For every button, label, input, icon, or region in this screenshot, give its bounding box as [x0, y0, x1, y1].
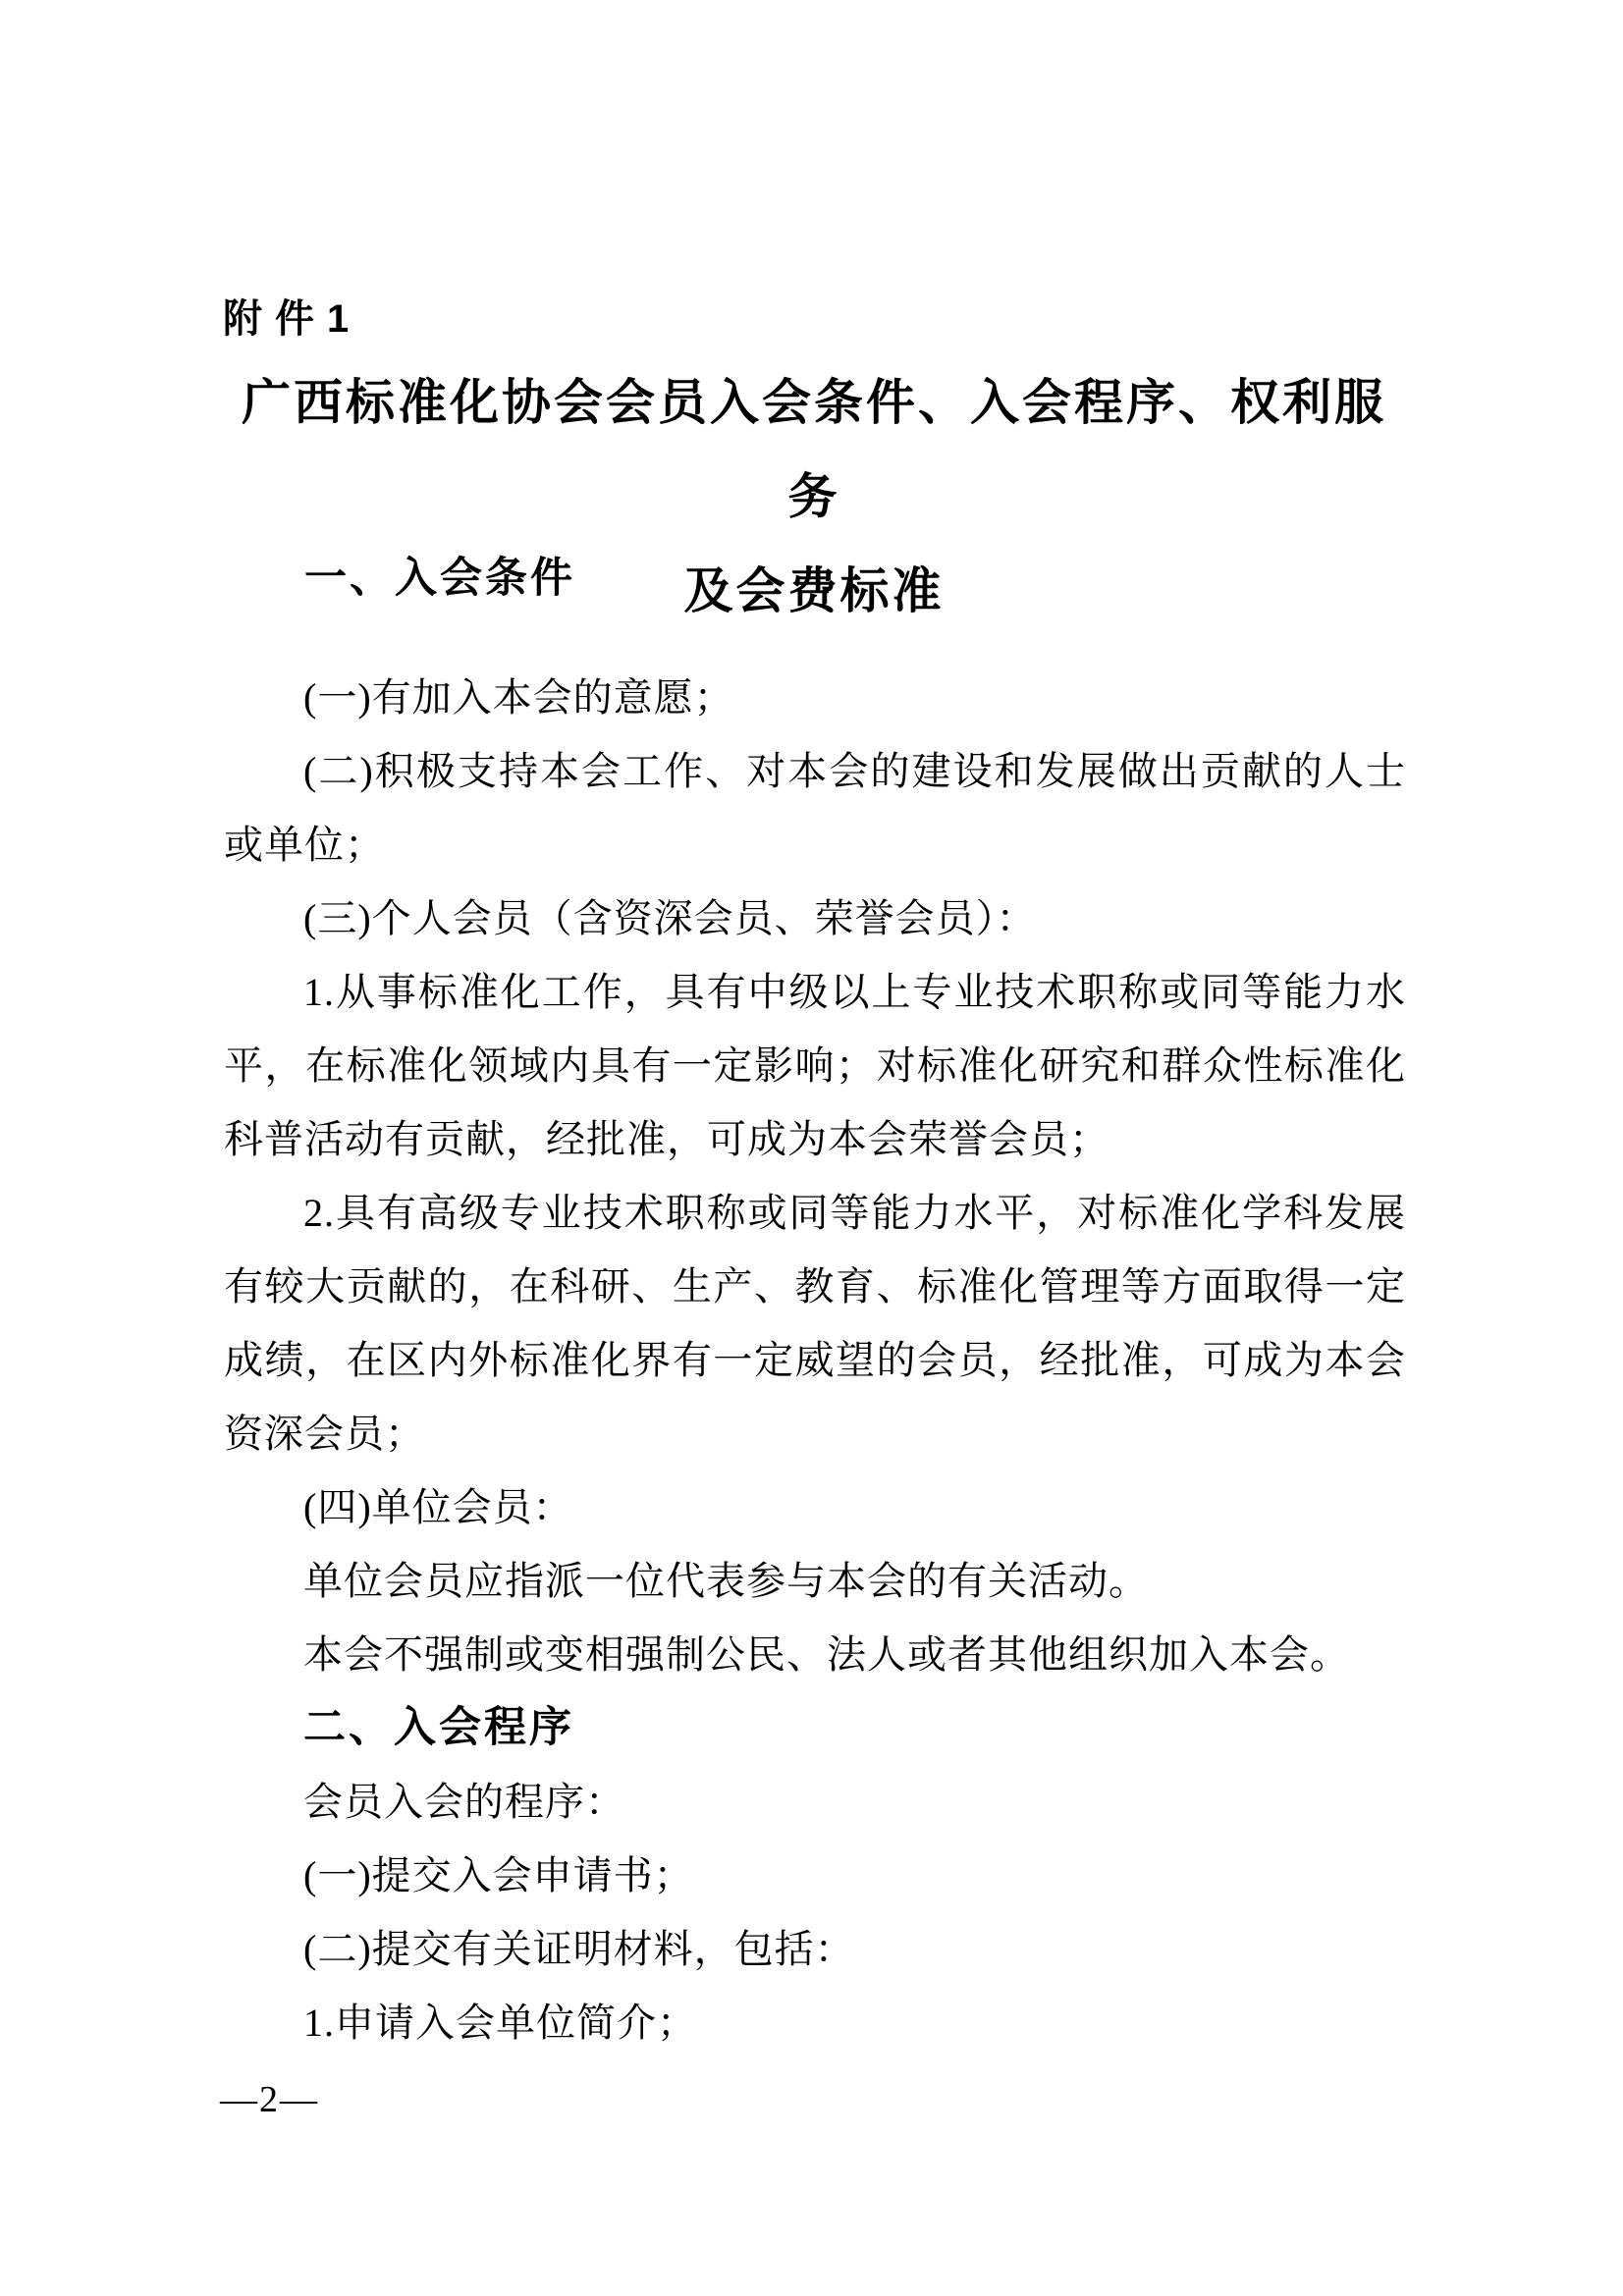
body-line: 资深会员； [224, 1412, 425, 1456]
body-line: 2.具有高级专业技术职称或同等能力水平，对标准化学科发展 [303, 1191, 1406, 1235]
body-line: (三)个人会员（含资深会员、荣誉会员）： [303, 896, 1037, 940]
section-heading-membership-conditions: 一、入会条件 [304, 555, 575, 602]
body-line: 1.从事标准化工作，具有中级以上专业技术职称或同等能力水 [303, 970, 1406, 1014]
body-line: 或单位； [224, 823, 385, 867]
body-line: 有较大贡献的，在科研、生产、教育、标准化管理等方面取得一定 [224, 1264, 1406, 1308]
body-line: (四)单位会员： [303, 1485, 573, 1529]
section-heading-membership-procedure: 二、入会程序 [303, 1704, 574, 1751]
body-line: 1.申请入会单位简介； [303, 2001, 697, 2045]
document-title-line2: 及会费标准 [683, 563, 945, 618]
page-number: —2— [220, 2079, 319, 2120]
body-line: (二)积极支持本会工作、对本会的建设和发展做出贡献的人士 [303, 749, 1406, 793]
body-line: 成绩，在区内外标准化界有一定威望的会员，经批准，可成为本会 [224, 1338, 1406, 1382]
attachment-label: 附件1 [223, 297, 362, 341]
body-line: 科普活动有贡献，经批准，可成为本会荣誉会员； [224, 1117, 1109, 1161]
document-title-line1: 广西标准化协会会员入会条件、入会程序、权利服务 [242, 375, 1386, 524]
body-line: (一)有加入本会的意愿； [303, 675, 734, 720]
body-line: 平，在标准化领域内具有一定影响；对标准化研究和群众性标准化 [224, 1043, 1406, 1088]
body-line: 单位会员应指派一位代表参与本会的有关活动。 [303, 1559, 1149, 1603]
body-line: (二)提交有关证明材料，包括： [303, 1927, 855, 1971]
body-line: (一)提交入会申请书； [303, 1853, 694, 1897]
body-line: 会员入会的程序： [303, 1780, 625, 1824]
body-line: 本会不强制或变相强制公民、法人或者其他组织加入本会。 [303, 1632, 1350, 1677]
document-body [224, 661, 1406, 2059]
